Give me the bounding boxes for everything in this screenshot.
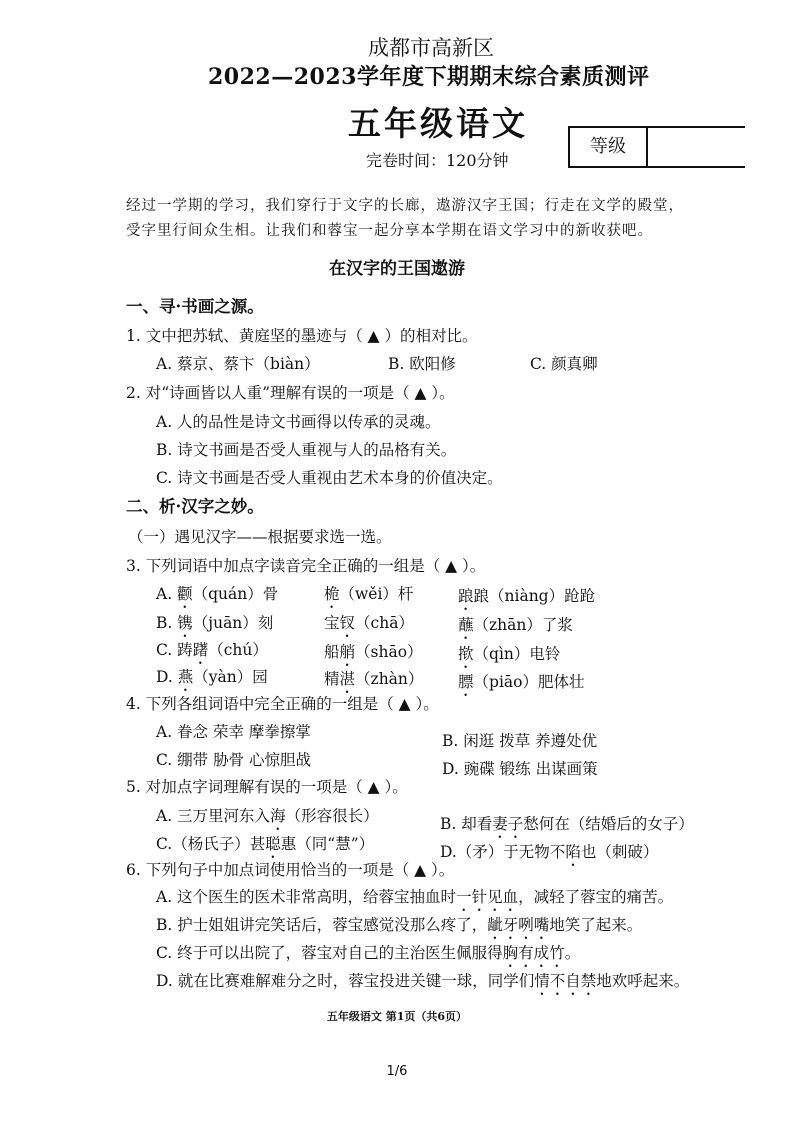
- q5-option-b: B. 却看妻子愁何在（结婚后的女子）: [440, 815, 694, 833]
- q2-stem: 2. 对“诗画皆以人重”理解有误的一项是（ ▲ ）。: [126, 384, 455, 402]
- page-footer: 五年级语文 第1页（共6页）: [326, 1010, 468, 1023]
- q3-option-d: D. 燕（yàn）园: [156, 668, 268, 686]
- q4-option-d: D. 豌碟 锻练 出谋画策: [442, 760, 598, 778]
- q2-option-a: A. 人的品性是诗文书画得以传承的灵魂。: [156, 413, 441, 431]
- q2-option-c: C. 诗文书画是否受人重视由艺术本身的价值决定。: [156, 469, 503, 487]
- q3-option-a: A. 颧（quán）骨: [156, 585, 279, 603]
- q6-option-d: D. 就在比赛难解难分之时，蓉宝投进关键一球，同学们情不自禁地欢呼起来。: [156, 972, 690, 990]
- q1-stem: 1. 文中把苏轼、黄庭坚的墨迹与（ ▲ ）的相对比。: [126, 327, 478, 345]
- q3-option-c-word2: 船艄（shāo）: [324, 643, 423, 661]
- q6-stem: 6. 下列句子中加点词使用恰当的一项是（ ▲ ）。: [126, 861, 455, 879]
- q1-option-b: B. 欧阳修: [388, 355, 456, 373]
- q5-option-d: D.（矛）于无物不陷也（刺破）: [440, 843, 659, 861]
- q3-stem: 3. 下列词语中加点字读音完全正确的一组是（ ▲ ）。: [126, 557, 486, 575]
- q3-option-d-word2: 精湛（zhàn）: [324, 670, 424, 688]
- grade-label: 等级: [570, 128, 648, 166]
- q3-option-b-word3: 蘸（zhān）了浆: [458, 616, 573, 634]
- q4-stem: 4. 下列各组词语中完全正确的一组是（ ▲ ）。: [126, 695, 439, 713]
- q3-option-b: B. 镌（juān）刻: [156, 614, 274, 632]
- q3-option-b-word2: 宝钗（chā）: [324, 614, 414, 632]
- grade-box: [568, 126, 745, 168]
- subsection-1-title: （一）遇见汉字——根据要求选一选。: [128, 528, 392, 546]
- q5-option-c: C.（杨氏子）甚聪惠（同“慧”）: [156, 835, 375, 853]
- q4-option-b: B. 闲逛 拨草 养遵处优: [442, 732, 598, 750]
- q6-option-c: C. 终于可以出院了，蓉宝对自己的主治医生佩服得胸有成竹。: [156, 944, 581, 962]
- q1-option-c: C. 颜真卿: [530, 355, 598, 373]
- exam-time: 完卷时间：120分钟: [366, 151, 509, 170]
- intro-line-2: 受字里行间众生相。让我们和蓉宝一起分享本学期在语文学习中的新收获吧。: [126, 223, 653, 239]
- q3-option-a-word3: 踉踉（niàng）跄跄: [458, 587, 596, 605]
- q3-option-c-word3: 揿（qìn）电铃: [458, 645, 561, 663]
- q5-stem: 5. 对加点字词理解有误的一项是（ ▲ ）。: [126, 778, 408, 796]
- main-heading: 在汉字的王国遨游: [329, 259, 465, 279]
- q2-option-b: B. 诗文书画是否受人重视与人的品格有关。: [156, 441, 457, 459]
- subject-title: 五年级语文: [348, 104, 528, 143]
- q4-option-a: A. 眷念 荣幸 摩拳擦掌: [156, 723, 311, 741]
- section-2-title: 二、析·汉字之妙。: [126, 497, 264, 516]
- q6-option-b: B. 护士姐姐讲完笑话后，蓉宝感觉没那么疼了，龇牙咧嘴地笑了起来。: [156, 916, 643, 934]
- district-title: 成都市高新区: [368, 36, 494, 60]
- q1-option-a: A. 蔡京、蔡卞（biàn）: [156, 355, 320, 373]
- q3-option-a-word2: 桅（wěi）杆: [324, 585, 414, 603]
- page-number: 1/6: [386, 1064, 408, 1079]
- q3-option-d-word3: 膘（piāo）肥体壮: [458, 673, 585, 691]
- q4-option-c: C. 绷带 胁骨 心惊胆战: [156, 751, 312, 769]
- q3-option-c: C. 踌躇（chú）: [156, 641, 268, 659]
- exam-title: 2022—2023学年度下期期末综合素质测评: [208, 64, 650, 90]
- q5-option-a: A. 三万里河东入海（形容很长）: [156, 807, 379, 825]
- q6-option-a: A. 这个医生的医术非常高明，给蓉宝抽血时一针见血，减轻了蓉宝的痛苦。: [156, 888, 674, 906]
- section-1-title: 一、寻·书画之源。: [126, 297, 264, 316]
- intro-line-1: 经过一学期的学习，我们穿行于文字的长廊，遨游汉字王国；行走在文学的殿堂，: [126, 198, 684, 214]
